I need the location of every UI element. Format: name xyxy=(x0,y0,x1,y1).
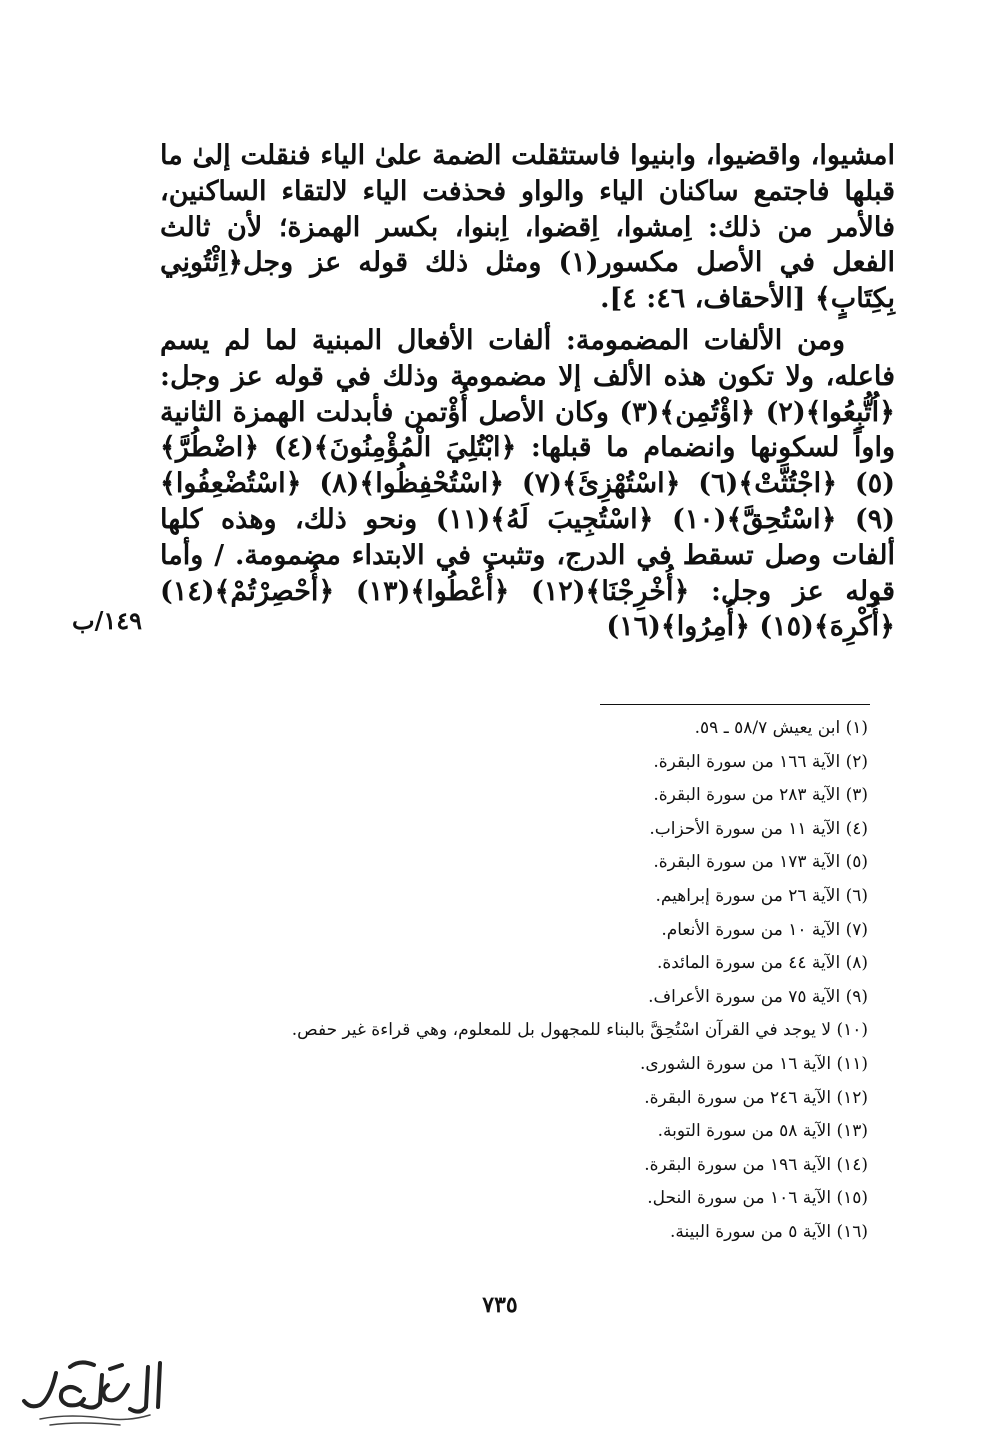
footnote-14: (١٤) الآية ١٩٦ من سورة البقرة. xyxy=(644,1154,868,1175)
footnote-16: (١٦) الآية ٥ من سورة البينة. xyxy=(670,1221,868,1242)
manuscript-folio-note: ١٤٩/ب xyxy=(72,606,143,635)
footnote-13: (١٣) الآية ٥٨ من سورة التوبة. xyxy=(657,1121,868,1142)
footnote-3: (٣) الآية ٢٨٣ من سورة البقرة. xyxy=(653,785,868,806)
main-text xyxy=(160,138,895,645)
footnote-11: (١١) الآية ١٦ من سورة الشورى. xyxy=(639,1053,868,1074)
footnote-12: (١٢) الآية ٢٤٦ من سورة البقرة. xyxy=(644,1087,868,1108)
footnote-4: (٤) الآية ١١ من سورة الأحزاب. xyxy=(649,818,868,839)
footnote-1: (١) ابن يعيش ٥٨/٧ ـ ٥٩. xyxy=(694,718,868,738)
footnote-8: (٨) الآية ٤٤ من سورة المائدة. xyxy=(656,953,868,974)
paragraph-1: امشيوا، واقضيوا، وابنيوا فاستثقلت الضمة علىٰ الياء فنقلت إلىٰ ما قبلها فاجتمع ساكنان الياء والواو فحذفت الياء لالتقاء الساكنين، فالأمر من ذلك: اِمشوا، اِقضوا، اِبنوا، بكسر الهمزة؛ لأن ثالث الفعل في الأصل مكسور(١) ومثل ذلك قوله عز وجل﴿اِئْتُونِي بِكِتَابٍ﴾ [الأحقاف، ٤٦: ٤]. xyxy=(160,140,895,315)
page-number: ٧٣٥ xyxy=(482,1292,518,1318)
paragraph-2: ومن الألفات المضمومة: ألفات الأفعال المبنية لما لم يسم فاعله، ولا تكون هذه الألف إلا مضمومة وذلك في قوله عز وجل: ﴿اُتُّبِعُوا﴾(٢) ﴿اؤْتُمِن﴾(٣) وكان الأصل أُؤْتمن فأبدلت الهمزة الثانية واواً لسكونها وانضمام ما قبلها: ﴿ابْتُلِيَ الْمُؤْمِنُونَ﴾(٤) ﴿اضْطُرَّ﴾(٥) ﴿اجْتُثَّتْ﴾(٦) ﴿اسْتُهْزِئَ﴾(٧) ﴿اسْتُحْفِظُوا﴾(٨) ﴿اسْتُضْعِفُوا﴾(٩) ﴿اسْتُحِقَّ﴾(١٠) ﴿اسْتُجِيبَ لَهُ﴾(١١) ونحو ذلك، وهذه كلها ألفات وصل تسقط في الدرج، وتثبت في الابتداء مضمومة. / وأما قوله عز وجل: ﴿أُخْرِجْنَا﴾(١٢) ﴿أُعْطُوا﴾(١٣) ﴿أُحْصِرْتُمْ﴾(١٤) ﴿أُكْرِهَ﴾(١٥) ﴿أُمِرُوا﴾(١٦) xyxy=(160,324,896,643)
footnote-7: (٧) الآية ١٠ من سورة الأنعام. xyxy=(661,919,868,940)
footnote-9: (٩) الآية ٧٥ من سورة الأعراف. xyxy=(648,986,868,1007)
calligraphy-stamp-icon xyxy=(10,1355,180,1430)
footnote-6: (٦) الآية ٢٦ من سورة إبراهيم. xyxy=(655,885,868,906)
footnote-10: (١٠) لا يوجد في القرآن اسْتُحِقَّ بالبناء للمجهول بل للمعلوم، وهي قراءة غير حفص. xyxy=(291,1020,868,1041)
footnote-15: (١٥) الآية ١٠٦ من سورة النحل. xyxy=(647,1188,868,1209)
footnotes xyxy=(150,712,868,1250)
footnote-5: (٥) الآية ١٧٣ من سورة البقرة. xyxy=(653,852,868,873)
footnote-2: (٢) الآية ١٦٦ من سورة البقرة. xyxy=(653,751,868,772)
footnote-divider xyxy=(600,704,870,705)
